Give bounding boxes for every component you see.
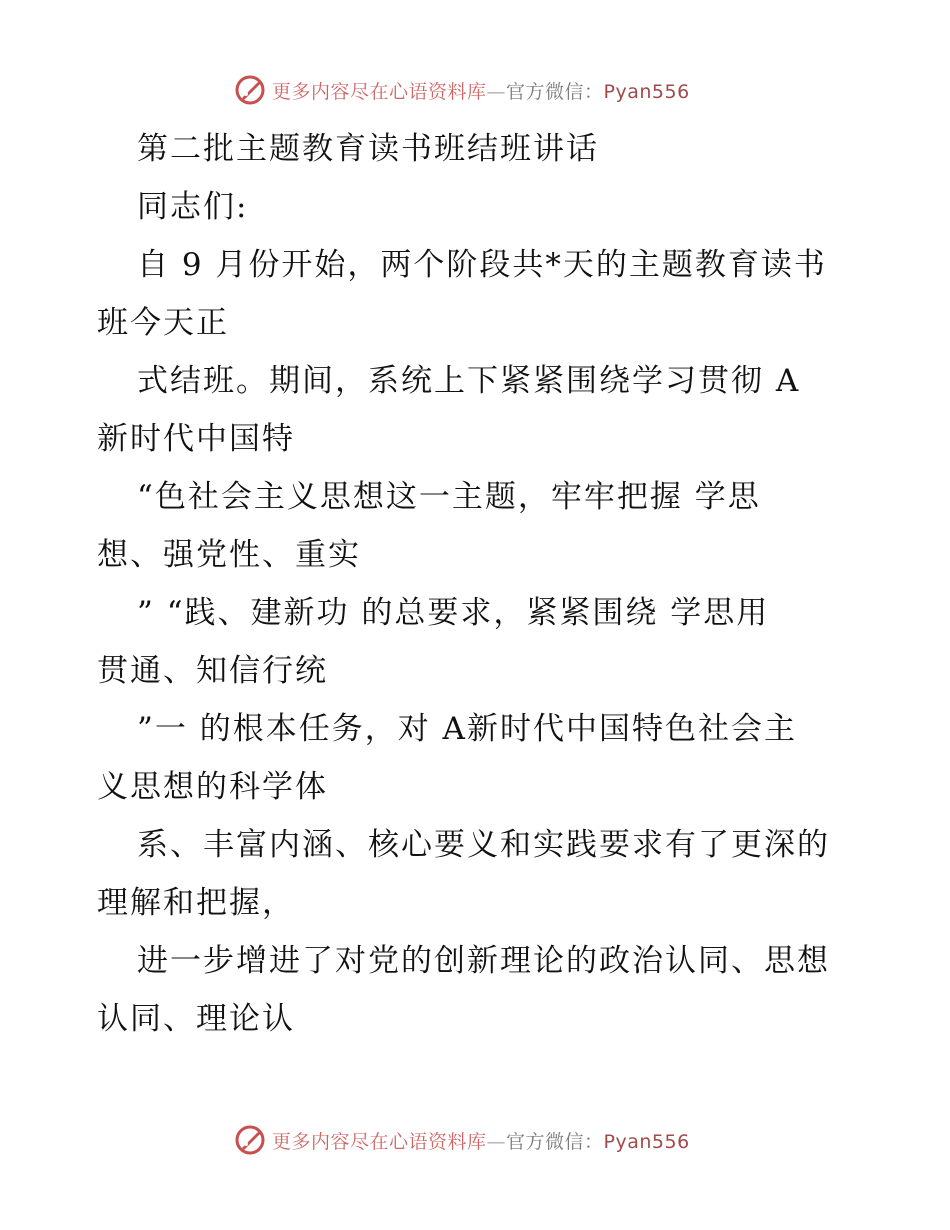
watermark-footer (232, 1120, 690, 1160)
watermark-text (272, 77, 690, 104)
watermark-label: 官方微信： (506, 1130, 604, 1153)
pen-logo-icon (232, 1122, 268, 1158)
text-line: 认同、理论认 (97, 1001, 295, 1037)
text-line: 进一步增进了对党的创新理论的政治认同、思想 (137, 943, 830, 979)
text-line: 自 9 月份开始，两个阶段共*天的主题教育读书 (137, 247, 827, 283)
watermark-separator: — (486, 80, 507, 103)
text-line: 新时代中国特 (97, 421, 295, 457)
watermark-separator: — (486, 1130, 507, 1153)
text-line: ”一 的根本任务，对 A新时代中国特色社会主 (137, 711, 797, 747)
text-line: “色社会主义思想这一主题，牢牢把握 学思 (137, 479, 761, 515)
watermark-label: 官方微信： (506, 80, 604, 103)
watermark-header (232, 70, 690, 110)
greeting: 同志们: (137, 189, 249, 225)
document-body (97, 120, 857, 1048)
text-line: ” “践、建新功 的总要求，紧紧围绕 学思用 (137, 595, 770, 631)
watermark-id: Pyan556 (603, 80, 690, 103)
text-line: 理解和把握， (97, 885, 295, 921)
text-line: 班今天正 (97, 305, 229, 341)
watermark-text (272, 1127, 690, 1154)
watermark-main: 更多内容尽在心语资料库 (272, 80, 487, 103)
text-line: 系、丰富内涵、核心要义和实践要求有了更深的 (137, 827, 830, 863)
pen-logo-icon (232, 72, 268, 108)
text-line: 式结班。期间，系统上下紧紧围绕学习贯彻 A (137, 363, 801, 399)
text-line: 贯通、知信行统 (97, 653, 328, 689)
watermark-main: 更多内容尽在心语资料库 (272, 1130, 487, 1153)
text-line: 义思想的科学体 (97, 769, 328, 805)
document-title: 第二批主题教育读书班结班讲话 (137, 131, 599, 167)
watermark-id: Pyan556 (603, 1130, 690, 1153)
text-line: 想、强党性、重实 (97, 537, 361, 573)
